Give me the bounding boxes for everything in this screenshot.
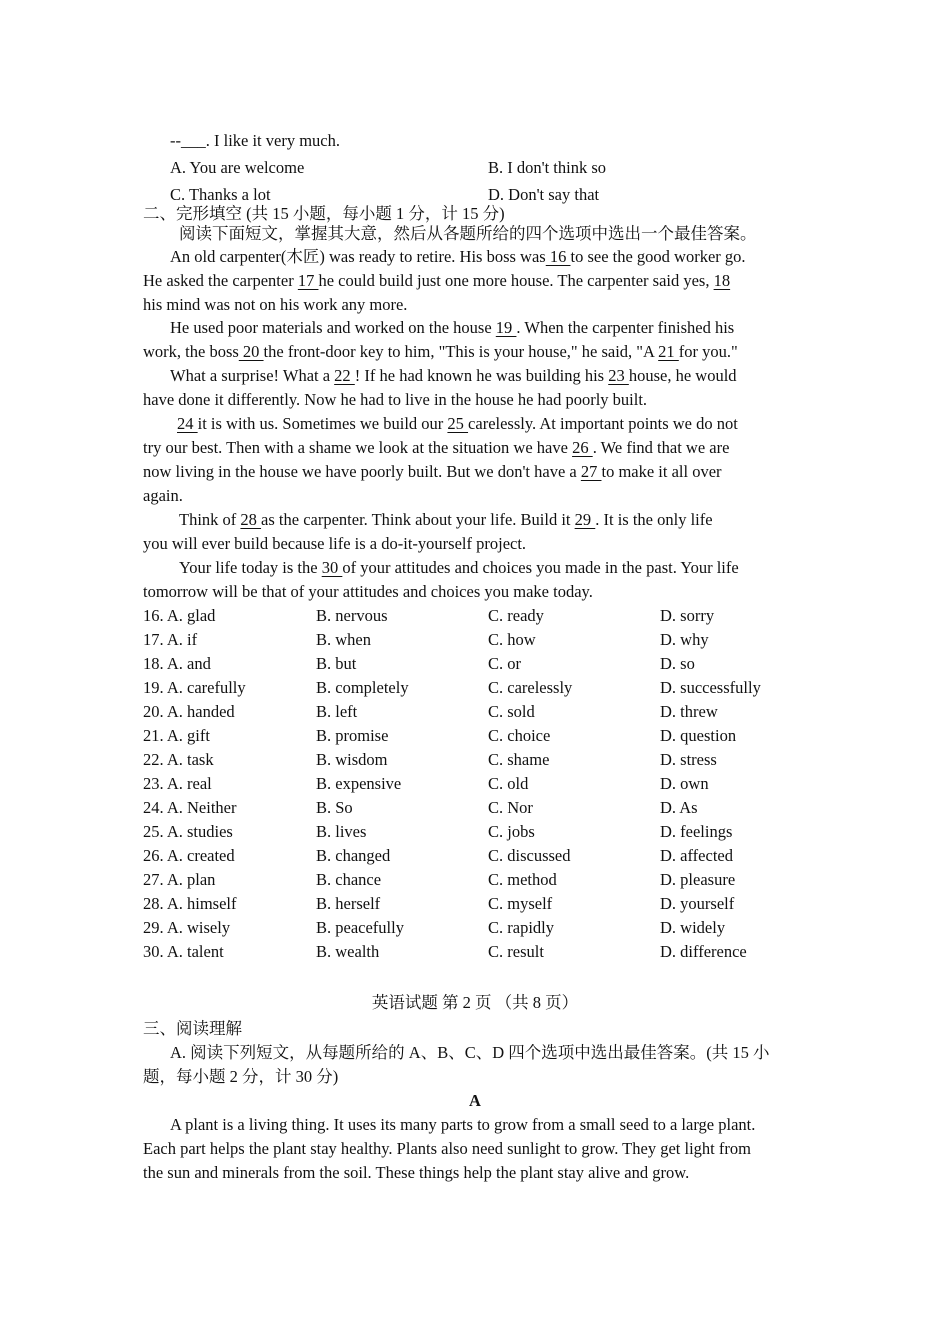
question-option-c: C. discussed (488, 846, 571, 865)
q15-stem: --___. I like it very much. (170, 131, 340, 150)
question-option-b: B. herself (316, 894, 381, 913)
passage-a-line: A plant is a living thing. It uses its many parts to grow from a small seed to a large plant. (170, 1115, 756, 1134)
passage-a-line: Each part helps the plant stay healthy. Plants also need sunlight to grow. They get light from (143, 1139, 751, 1158)
question-option-d: D. stress (660, 750, 717, 769)
blank-23: 23 (608, 366, 629, 385)
question-option-a: 19. A. carefully (143, 678, 246, 697)
question-option-a: 24. A. Neither (143, 798, 237, 817)
question-option-b: B. So (316, 798, 353, 817)
question-option-c: C. choice (488, 726, 551, 745)
question-option-c: C. Nor (488, 798, 533, 817)
question-option-d: D. affected (660, 846, 733, 865)
question-option-b: B. promise (316, 726, 389, 745)
passage-line: 24 it is with us. Sometimes we build our 25 carelessly. At important points we do not (177, 414, 738, 433)
question-option-d: D. so (660, 654, 695, 673)
question-option-a: 16. A. glad (143, 606, 216, 625)
passage-line: tomorrow will be that of your attitudes and choices you make today. (143, 582, 593, 601)
question-option-d: D. As (660, 798, 698, 817)
question-option-c: C. ready (488, 606, 544, 625)
question-option-a: 27. A. plan (143, 870, 216, 889)
passage-line: work, the boss 20 the front-door key to him, "This is your house," he said, "A 21 for you." (143, 342, 738, 361)
question-option-b: B. completely (316, 678, 409, 697)
question-option-a: 18. A. and (143, 654, 211, 673)
question-option-c: C. how (488, 630, 536, 649)
blank-21: 21 (658, 342, 679, 361)
blank-26: 26 (572, 438, 593, 457)
blank-20: 20 (238, 342, 264, 361)
question-option-c: C. myself (488, 894, 553, 913)
blank-28: 28 (240, 510, 262, 529)
question-option-b: B. but (316, 654, 357, 673)
question-option-a: 30. A. talent (143, 942, 224, 961)
page-footer: 英语试题 第 2 页 （共 8 页） (371, 993, 579, 1012)
question-option-d: D. yourself (660, 894, 735, 913)
question-option-b: B. lives (316, 822, 367, 841)
passage-line: He asked the carpenter 17 he could build just one more house. The carpenter said yes, 18 (143, 271, 731, 290)
blank-30: 30 (321, 558, 343, 577)
blank-29: 29 (574, 510, 596, 529)
blank-16: 16 (545, 247, 571, 266)
passage-line: An old carpenter(木匠) was ready to retire. His boss was 16 to see the good worker go. (170, 247, 746, 266)
question-option-d: D. successfully (660, 678, 761, 697)
section-title-a: A (469, 1091, 481, 1110)
passage-line: now living in the house we have poorly built. But we don't have a 27 to make it all over (143, 462, 722, 481)
blank-27: 27 (580, 462, 602, 481)
blank-18: 18 (713, 271, 731, 290)
passage-line: Your life today is the 30 of your attitudes and choices you made in the past. Your life (179, 558, 739, 577)
question-option-d: D. difference (660, 942, 747, 961)
question-option-d: D. question (660, 726, 737, 745)
reading-heading: 三、阅读理解 (143, 1019, 242, 1038)
blank-17: 17 (297, 271, 319, 290)
question-option-d: D. sorry (660, 606, 715, 625)
question-option-c: C. method (488, 870, 557, 889)
question-option-d: D. why (660, 630, 709, 649)
question-option-d: D. threw (660, 702, 718, 721)
question-option-b: B. peacefully (316, 918, 404, 937)
question-option-a: 28. A. himself (143, 894, 237, 913)
question-option-a: 29. A. wisely (143, 918, 231, 937)
passage-line: What a surprise! What a 22 ! If he had known he was building his 23 house, he would (170, 366, 737, 385)
question-option-c: C. or (488, 654, 521, 673)
question-option-c: C. jobs (488, 822, 535, 841)
blank-19: 19 (495, 318, 517, 337)
question-option-b: B. chance (316, 870, 382, 889)
blank-24: 24 (177, 414, 198, 433)
q15-option-c: C. Thanks a lot (170, 185, 271, 204)
question-option-b: B. when (316, 630, 371, 649)
question-option-b: B. changed (316, 846, 391, 865)
passage-a-line: the sun and minerals from the soil. These things help the plant stay alive and grow. (143, 1163, 690, 1182)
passage-line: have done it differently. Now he had to live in the house he had poorly built. (143, 390, 648, 409)
question-option-c: C. rapidly (488, 918, 554, 937)
passage-line: again. (143, 486, 183, 505)
question-option-c: C. carelessly (488, 678, 573, 697)
question-option-d: D. pleasure (660, 870, 736, 889)
question-option-a: 23. A. real (143, 774, 212, 793)
cloze-heading: 二、完形填空 (共 15 小题，每小题 1 分，计 15 分) (143, 204, 505, 223)
question-option-c: C. result (488, 942, 544, 961)
question-option-a: 21. A. gift (143, 726, 210, 745)
question-option-c: C. old (488, 774, 529, 793)
question-option-b: B. left (316, 702, 358, 721)
passage-line: He used poor materials and worked on the house 19 . When the carpenter finished his (170, 318, 735, 337)
question-option-c: C. sold (488, 702, 535, 721)
blank-22: 22 (334, 366, 355, 385)
question-option-d: D. feelings (660, 822, 733, 841)
passage-line: his mind was not on his work any more. (143, 295, 408, 314)
question-option-b: B. expensive (316, 774, 402, 793)
question-option-c: C. shame (488, 750, 550, 769)
cloze-instruction: 阅读下面短文，掌握其大意，然后从各题所给的四个选项中选出一个最佳答案。 (179, 224, 757, 243)
passage-line: you will ever build because life is a do-it-yourself project. (143, 534, 527, 553)
passage-line: Think of 28 as the carpenter. Think about your life. Build it 29 . It is the only life (179, 510, 713, 529)
blank-25: 25 (447, 414, 469, 433)
question-option-a: 25. A. studies (143, 822, 233, 841)
question-option-a: 17. A. if (143, 630, 198, 649)
reading-instruction: 题，每小题 2 分，计 30 分) (143, 1067, 339, 1086)
question-option-a: 20. A. handed (143, 702, 235, 721)
question-option-a: 26. A. created (143, 846, 235, 865)
question-option-a: 22. A. task (143, 750, 214, 769)
question-option-d: D. widely (660, 918, 726, 937)
question-option-d: D. own (660, 774, 709, 793)
reading-instruction: A. 阅读下列短文，从每题所给的 A、B、C、D 四个选项中选出最佳答案。(共 15 小 (170, 1043, 770, 1062)
question-option-b: B. nervous (316, 606, 388, 625)
question-option-b: B. wealth (316, 942, 380, 961)
question-option-b: B. wisdom (316, 750, 388, 769)
passage-line: try our best. Then with a shame we look at the situation we have 26 . We find that we are (143, 438, 730, 457)
q15-option-d: D. Don't say that (488, 185, 600, 204)
q15-option-a: A. You are welcome (170, 158, 305, 177)
q15-option-b: B. I don't think so (488, 158, 607, 177)
